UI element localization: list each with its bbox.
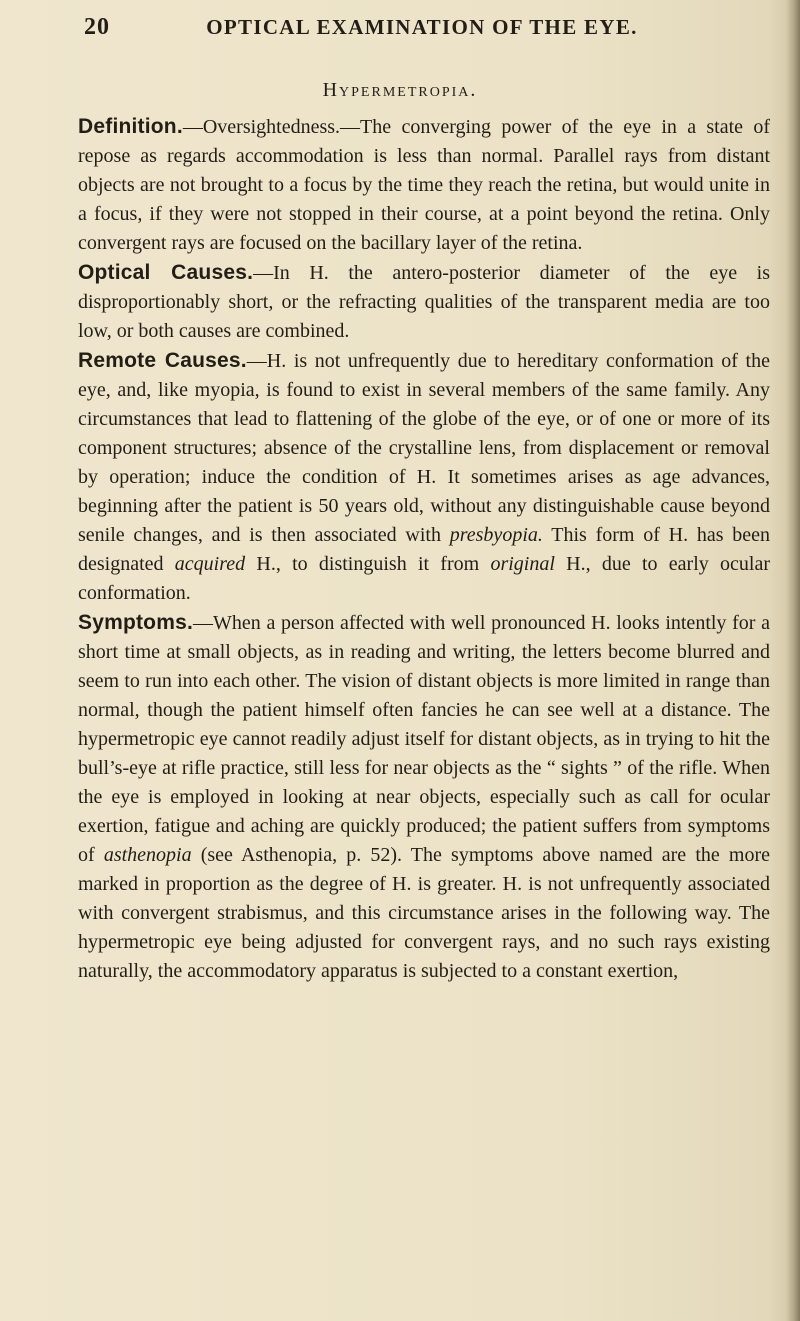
- run-in-heading-remote-causes: Remote Causes.: [78, 349, 247, 372]
- italic-term: asthenopia: [103, 844, 192, 866]
- paragraph-remote-causes: [78, 346, 770, 608]
- section-title: Hypermetropia.: [322, 79, 478, 101]
- italic-term: original: [490, 553, 555, 575]
- page-edge-shadow: [786, 0, 800, 1321]
- paragraph-definition: [78, 112, 770, 258]
- run-in-heading-symptoms: Symptoms.: [78, 611, 193, 634]
- paragraph-text: (see Asthenopia, p. 52). The symptoms above named are the more marked in proportion as the degree of H. is greater. H. is not unfrequently associated with convergent strabismus, and this circumstance arises in the following way. The hypermetropic eye being adjusted for convergent rays, and no such rays existing naturally, the accommodatory apparatus is subjected to a constant exertion,: [78, 844, 770, 982]
- body-text: [78, 112, 770, 986]
- paragraph-text: —Oversightedness.—The converging power of the eye in a state of repose as regards accommodation is less than normal. Parallel rays from distant objects are not brought to a focus by the time they reach the retina, but would unite in a focus, if they were not stopped in their course, at a point beyond the retina. Only convergent rays are focused on the bacillary layer of the retina.: [78, 116, 770, 254]
- page-number: 20: [84, 14, 110, 40]
- paragraph-symptoms: [78, 608, 770, 986]
- run-in-heading-optical-causes: Optical Causes.: [78, 261, 254, 284]
- paragraph-text: —In H. the antero-posterior diameter of the eye is disproportionably short, or the refracting qualities of the transparent media are too low, or both causes are combined.: [78, 262, 770, 342]
- page-header: [84, 14, 714, 46]
- paragraph-optical-causes: [78, 258, 770, 346]
- italic-term: presbyopia.: [449, 524, 543, 546]
- running-head: OPTICAL EXAMINATION OF THE EYE.: [206, 15, 638, 39]
- run-in-heading-definition: Definition.: [78, 115, 183, 138]
- italic-term: acquired: [174, 553, 246, 575]
- paragraph-text: —When a person affected with well pronounced H. looks intently for a short time at small objects, as in reading and writing, the letters become blurred and seem to run into each other. The vision of distant objects is more limited in range than normal, though the patient himself often fancies he can see well at a distance. The hypermetropic eye cannot readily adjust itself for distant objects, as in trying to hit the bull’s-eye at rifle practice, still less for near objects as the “ sights ” of the rifle. When the eye is employed in looking at near objects, especially such as call for ocular exertion, fatigue and aching are quickly produced; the patient suffers from symptoms of: [78, 612, 770, 866]
- paragraph-text: H., to distinguish it from: [245, 553, 491, 575]
- paragraph-text: H., due to early ocular conformation.: [78, 553, 770, 604]
- paragraph-text: —H. is not unfrequently due to hereditary conformation of the eye, and, like myopia, is found to exist in several members of the same family. Any circumstances that lead to flattening of the globe of the eye, or of one or more of its component structures; absence of the crystalline lens, from displacement or removal by operation; induce the condition of H. It sometimes arises as age advances, beginning after the patient is 50 years old, without any distinguishable cause beyond senile changes, and is then associated with: [78, 350, 770, 546]
- paragraph-text: This form of H. has been designated: [78, 524, 770, 575]
